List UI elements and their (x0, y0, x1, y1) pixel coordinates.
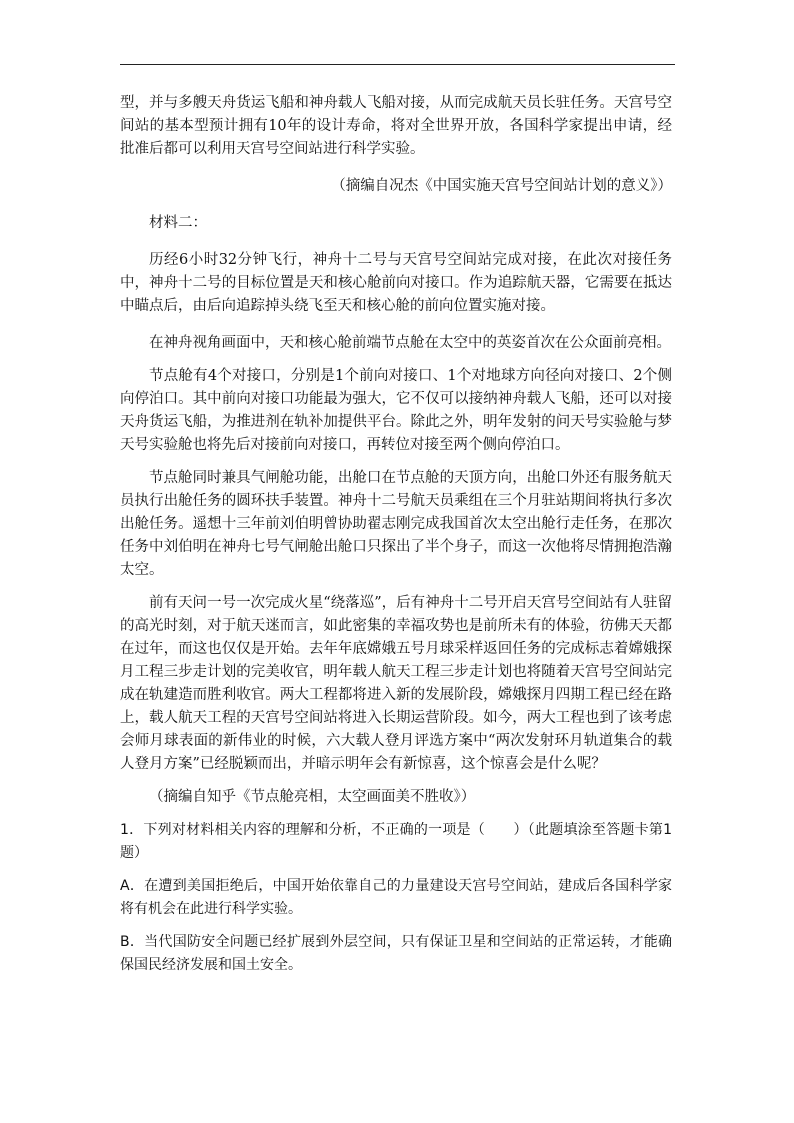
material2-paragraph-4: 节点舱同时兼具气闸舱功能，出舱口在节点舱的天顶方向，出舱口外还有服务航天员执行出舱任务的圆环扶手装置。神舟十二号航天员乘组在三个月驻站期间将执行多次出舱任务。遥想十三年前刘伯明曾协助翟志刚完成我国首次太空出舱行走任务，在那次任务中刘伯明在神舟七号气闸舱出舱口只探出了半个身子，而这一次他将尽情拥抱浩瀚太空。 (120, 470, 672, 578)
question-1-stem: 1．下列对材料相关内容的理解和分析，不正确的一项是（ ）（此题填涂至答题卡第1题） (120, 822, 672, 861)
material1-continued-paragraph: 型，并与多艘天舟货运飞船和神舟载人飞船对接，从而完成航天员长驻任务。天宫号空间站的基本型预计拥有10年的设计寿命，将对全世界开放，各国科学家提出申请，经批准后都可以利用天宫号空间站进行科学实验。 (120, 95, 672, 157)
material1-source: （摘编自况杰《中国实施天宫号空间站计划的意义》） (331, 178, 672, 194)
material2-paragraph-5: 前有天问一号一次完成火星“绕落巡”，后有神舟十二号开启天宫号空间站有人驻留的高光时刻，对于航天迷而言，如此密集的幸福攻势也是前所未有的体验，彷佛天天都在过年，而这也仅仅是开始。去年年底嫦娥五号月球采样返回任务的完成标志着嫦娥探月工程三步走计划的完美收官，明年载人航天工程三步走计划也将随着天宫号空间站完成在轨建造而胜利收官。两大工程都将进入新的发展阶段，嫦娥探月四期工程已经在路上，载人航天工程的天宫号空间站将进入长期运营阶段。如今，两大工程也到了该考虑会师月球表面的新伟业的时候，六大载人登月评选方案中“两次发射环月轨道集合的载人登月方案”已经脱颖而出，并暗示明年会有新惊喜，这个惊喜会是什么呢？ (120, 595, 672, 772)
question-1-option-a: A．在遭到美国拒绝后，中国开始依靠自己的力量建设天宫号空间站，建成后各国科学家将有机会在此进行科学实验。 (120, 878, 672, 917)
header-rule (120, 64, 675, 65)
document-body (120, 92, 672, 977)
material2-heading: 材料二： (149, 215, 207, 231)
material2-paragraph-3: 节点舱有4个对接口，分别是1个前向对接口、1个对地球方向径向对接口、2个侧向停泊口。其中前向对接口功能最为强大，它不仅可以接纳神舟载人飞船，还可以对接天舟货运飞船，为推进剂在轨补加提供平台。除此之外，明年发射的问天号实验舱与梦天号实验舱也将先后对接前向对接口，再转位对接至两个侧向停泊口。 (120, 368, 672, 453)
material2-source: （摘编自知乎《节点舱亮相，太空画面美不胜收》） (149, 789, 476, 805)
question-1-option-b: B．当代国防安全问题已经扩展到外层空间，只有保证卫星和空间站的正常运转，才能确保国民经济发展和国土安全。 (120, 934, 672, 973)
material2-paragraph-1: 历经6小时32分钟飞行，神舟十二号与天宫号空间站完成对接，在此次对接任务中，神舟十二号的目标位置是天和核心舱前向对接口。作为追踪航天器，它需要在抵达中瞄点后，由后向追踪掉头绕飞至天和核心舱的前向位置实施对接。 (120, 252, 672, 314)
material2-paragraph-2: 在神舟视角画面中，天和核心舱前端节点舱在太空中的英姿首次在公众面前亮相。 (149, 335, 671, 351)
